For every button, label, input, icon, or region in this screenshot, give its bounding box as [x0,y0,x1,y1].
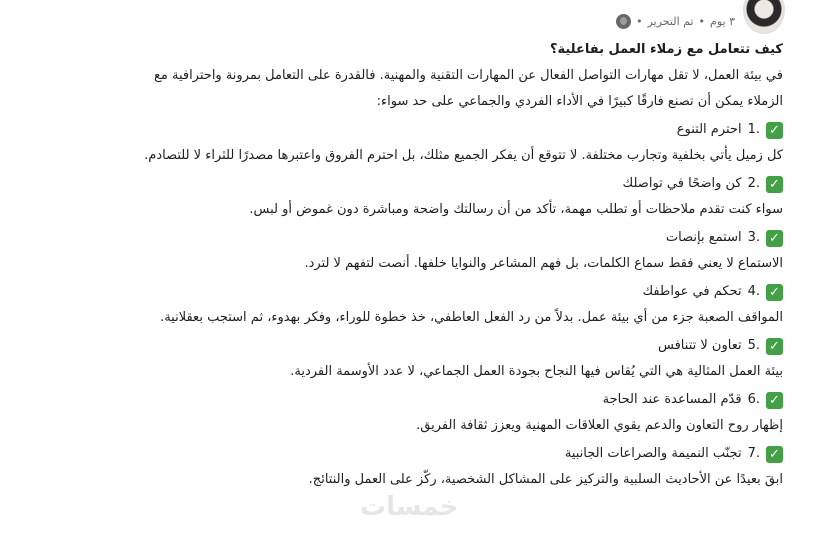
tip-number: 6. [747,392,760,407]
tip-title [133,441,783,467]
globe-icon[interactable] [616,14,631,29]
tip-item [133,333,783,385]
post-header [185,0,785,32]
post-meta [616,14,735,29]
post-question: كيف تتعامل مع زملاء العمل بفاعلية؟ [549,42,783,57]
meta-separator: • [698,15,706,28]
tip-number: 1. [747,122,760,137]
tip-item [133,441,783,493]
post-intro: في بيئة العمل، لا تقل مهارات التواصل الفعال عن المهارات التقنية والمهنية. فالقدرة على التعامل بمرونة واحترافية مع الزملاء يمكن أن تصنع فارقًا كبيرًا في الأداء الفردي والجماعي على حد سواء: [153,68,783,109]
tips-list [133,117,783,493]
tip-title [133,333,783,359]
tip-number: 7. [747,446,760,461]
tip-title [133,117,783,143]
tip-title-text: احترم التنوع [676,122,742,137]
tip-body: سواء كنت تقدم ملاحظات أو تطلب مهمة، تأكد من أن رسالتك واضحة ومباشرة دون غموض أو لبس. [249,202,783,217]
tip-title [133,171,783,197]
tip-title [133,225,783,251]
tip-item [133,171,783,223]
tip-number: 3. [747,230,760,245]
tip-body: إظهار روح التعاون والدعم يقوي العلاقات المهنية ويعزز ثقافة الفريق. [416,418,783,433]
tip-number: 4. [747,284,760,299]
tip-item [133,387,783,439]
check-box-icon: ✓ [766,284,783,301]
tip-item [133,225,783,277]
tip-body: كل زميل يأتي بخلفية وتجارب مختلفة. لا تتوقع أن يفكر الجميع مثلك، بل احترم الفروق واعتبرها مصدرًا للثراء لا للتصادم. [144,148,783,163]
meta-separator: • [636,15,643,28]
check-box-icon: ✓ [766,230,783,247]
tip-body: ابقَ بعيدًا عن الأحاديث السلبية والتركيز على المشاكل الشخصية، ركّز على العمل والنتائج. [308,472,783,487]
avatar[interactable] [743,0,785,34]
tip-title-text: قدّم المساعدة عند الحاجة [602,392,742,407]
check-box-icon: ✓ [766,392,783,409]
edited-label[interactable]: تم التحرير [647,15,694,28]
post-content [133,37,783,493]
tip-number: 2. [747,176,760,191]
check-box-icon: ✓ [766,446,783,463]
tip-item [133,279,783,331]
tip-body: الاستماع لا يعني فقط سماع الكلمات، بل فهم المشاعر والنوايا خلفها. أنصت لتفهم لا لترد. [304,256,783,271]
tip-title-text: استمع بإنصات [665,230,742,245]
check-box-icon: ✓ [766,176,783,193]
check-box-icon: ✓ [766,122,783,139]
tip-title-text: تعاون لا تتنافس [658,338,742,353]
tip-title-text: تجنّب النميمة والصراعات الجانبية [564,446,742,461]
tip-body: المواقف الصعبة جزء من أي بيئة عمل. بدلاً من رد الفعل العاطفي، خذ خطوة للوراء، وفكر بهدوء، ثم استجب بعقلانية. [160,310,783,325]
check-box-icon: ✓ [766,338,783,355]
watermark: خمسات [360,492,459,522]
post-time[interactable]: ٣ يوم [710,15,735,28]
tip-item [133,117,783,169]
tip-title-text: كن واضحًا في تواصلك [622,176,742,191]
tip-title [133,387,783,413]
tip-title-text: تحكم في عواطفك [642,284,742,299]
tip-body: بيئة العمل المثالية هي التي يُقاس فيها النجاح بجودة العمل الجماعي، لا عدد الأوسمة الفردية. [290,364,783,379]
tip-title [133,279,783,305]
tip-number: 5. [747,338,760,353]
